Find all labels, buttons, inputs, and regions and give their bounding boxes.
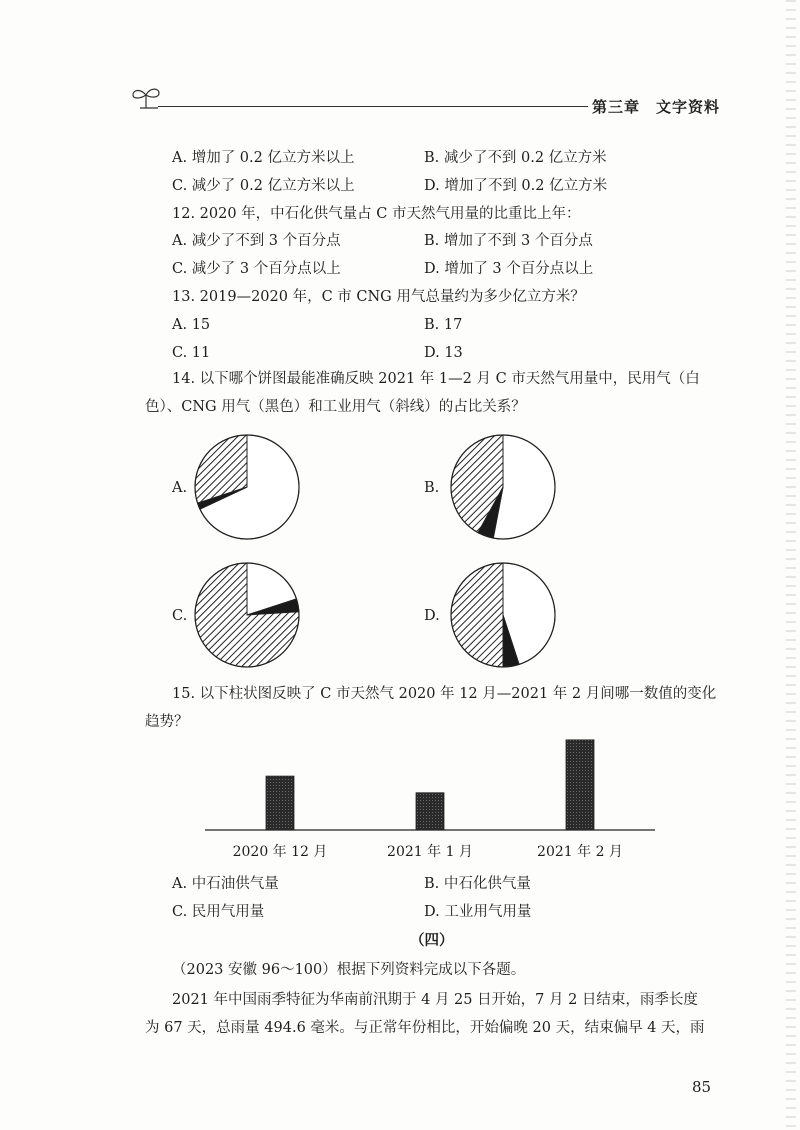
section-title: （四） [410, 932, 454, 949]
q15-option-a[interactable]: A. 中石油供气量 [172, 876, 279, 892]
q14-pie-c[interactable] [192, 560, 302, 670]
q13-option-a[interactable]: A. 15 [172, 317, 211, 333]
q14-stem-line2: 色）、CNG 用气（黑色）和工业用气（斜线）的占比关系？ [145, 399, 526, 415]
q15-stem-line2: 趋势？ [145, 714, 189, 730]
section-para-line2: 为 67 天，总雨量 494.6 毫米。与正常年份相比，开始偏晚 20 天，结束偏早 4 天，雨 [145, 1020, 705, 1036]
scan-edge [786, 0, 796, 1130]
q13-stem: 13. 2019—2020 年，C 市 CNG 用气总量约为多少亿立方米？ [172, 289, 585, 305]
q12-option-c[interactable]: C. 减少了 3 个百分点以上 [172, 261, 341, 277]
q12-option-b[interactable]: B. 增加了不到 3 个百分点 [424, 233, 593, 249]
q13-option-c[interactable]: C. 11 [172, 345, 211, 361]
q14-pie-b-label[interactable]: B. [424, 480, 440, 496]
q14-pie-a[interactable] [192, 432, 302, 542]
q12-stem: 12. 2020 年，中石化供气量占 C 市天然气用量的比重比上年： [172, 206, 581, 222]
q14-pie-d-label[interactable]: D. [424, 608, 440, 624]
q11-option-a[interactable]: A. 增加了 0.2 亿立方米以上 [172, 150, 355, 166]
q14-pie-d[interactable] [448, 560, 558, 670]
bar [566, 740, 594, 830]
q14-pie-a-label[interactable]: A. [172, 480, 188, 496]
bar [416, 793, 444, 830]
page-number: 85 [692, 1078, 712, 1096]
q13-option-b[interactable]: B. 17 [424, 317, 463, 333]
q11-option-c[interactable]: C. 减少了 0.2 亿立方米以上 [172, 178, 355, 194]
section-para-line1: 2021 年中国雨季特征为华南前汛期于 4 月 25 日开始，7 月 2 日结束，雨季长度 [172, 992, 698, 1008]
q14-stem-line1: 14. 以下哪个饼图最能准确反映 2021 年 1—2 月 C 市天然气用量中，民用气（白 [172, 371, 700, 387]
q12-option-a[interactable]: A. 减少了不到 3 个百分点 [172, 233, 341, 249]
q15-bar-chart [200, 730, 660, 865]
q11-option-d[interactable]: D. 增加了不到 0.2 亿立方米 [424, 178, 608, 194]
q12-option-d[interactable]: D. 增加了 3 个百分点以上 [424, 261, 594, 277]
q15-stem-line1: 15. 以下柱状图反映了 C 市天然气 2020 年 12 月—2021 年 2 月间哪一数值的变化 [172, 686, 717, 702]
q13-option-d[interactable]: D. 13 [424, 345, 463, 361]
q15-option-c[interactable]: C. 民用气用量 [172, 904, 265, 920]
q14-pie-c-label[interactable]: C. [172, 608, 188, 624]
section-intro: （2023 安徽 96～100）根据下列资料完成以下各题。 [172, 962, 526, 978]
q11-option-b[interactable]: B. 减少了不到 0.2 亿立方米 [424, 150, 607, 166]
header-rule [158, 106, 588, 107]
x-tick-label: 2021 年 2 月 [537, 844, 623, 860]
q15-option-d[interactable]: D. 工业用气用量 [424, 904, 532, 920]
q14-pie-b[interactable] [448, 432, 558, 542]
q15-option-b[interactable]: B. 中石化供气量 [424, 876, 531, 892]
x-tick-label: 2020 年 12 月 [232, 844, 328, 860]
chapter-title: 第三章 文字资料 [592, 98, 721, 116]
pie-slice-industrial [451, 563, 503, 667]
x-tick-label: 2021 年 1 月 [387, 844, 473, 860]
bar [266, 776, 294, 830]
